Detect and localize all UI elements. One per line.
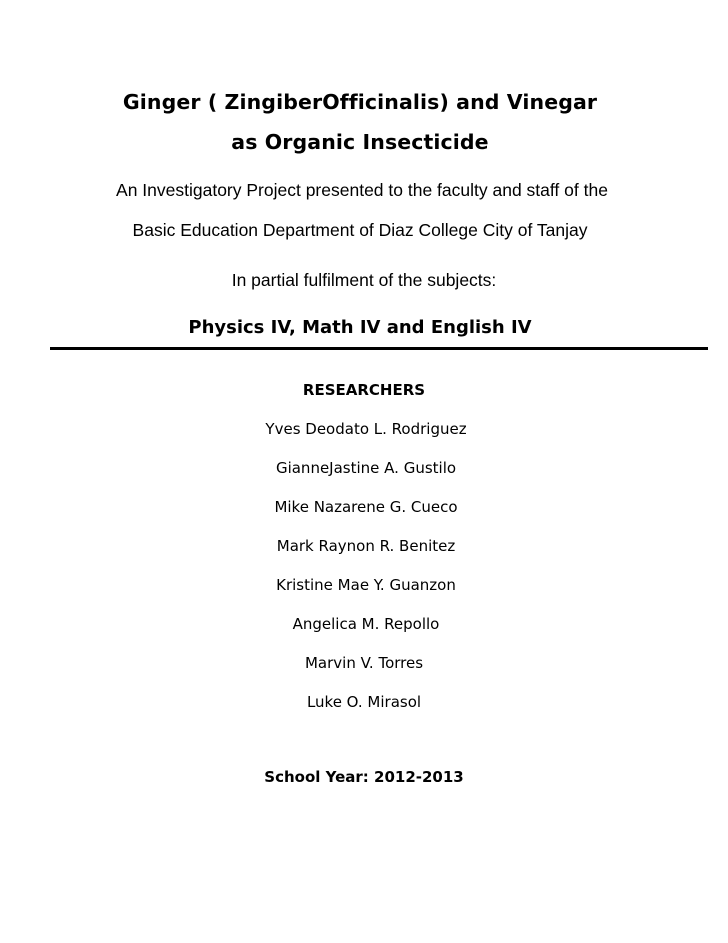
horizontal-divider <box>50 347 708 350</box>
title-line-2: as Organic Insecticide <box>231 130 489 154</box>
researcher-name: GianneJastine A. Gustilo <box>275 459 457 477</box>
researcher-name: Yves Deodato L. Rodriguez <box>265 420 467 438</box>
researcher-name: Kristine Mae Y. Guanzon <box>276 576 456 594</box>
partial-fulfilment-line: In partial fulfilment of the subjects: <box>231 270 497 290</box>
subjects-line: Physics IV, Math IV and English IV <box>188 317 532 338</box>
researcher-name: Mike Nazarene G. Cueco <box>274 498 458 516</box>
researchers-heading: RESEARCHERS <box>302 381 426 399</box>
researcher-name: Angelica M. Repollo <box>292 615 440 633</box>
title-line-1: Ginger ( ZingiberOfficinalis) and Vinegar <box>122 90 598 114</box>
intro-line-1: An Investigatory Project presented to the faculty and staff of the <box>116 180 608 200</box>
school-year-line: School Year: 2012-2013 <box>264 768 464 786</box>
researcher-name: Luke O. Mirasol <box>306 693 422 711</box>
researcher-name: Mark Raynon R. Benitez <box>276 537 456 555</box>
researcher-name: Marvin V. Torres <box>304 654 424 672</box>
intro-line-2: Basic Education Department of Diaz College City of Tanjay <box>132 220 588 240</box>
